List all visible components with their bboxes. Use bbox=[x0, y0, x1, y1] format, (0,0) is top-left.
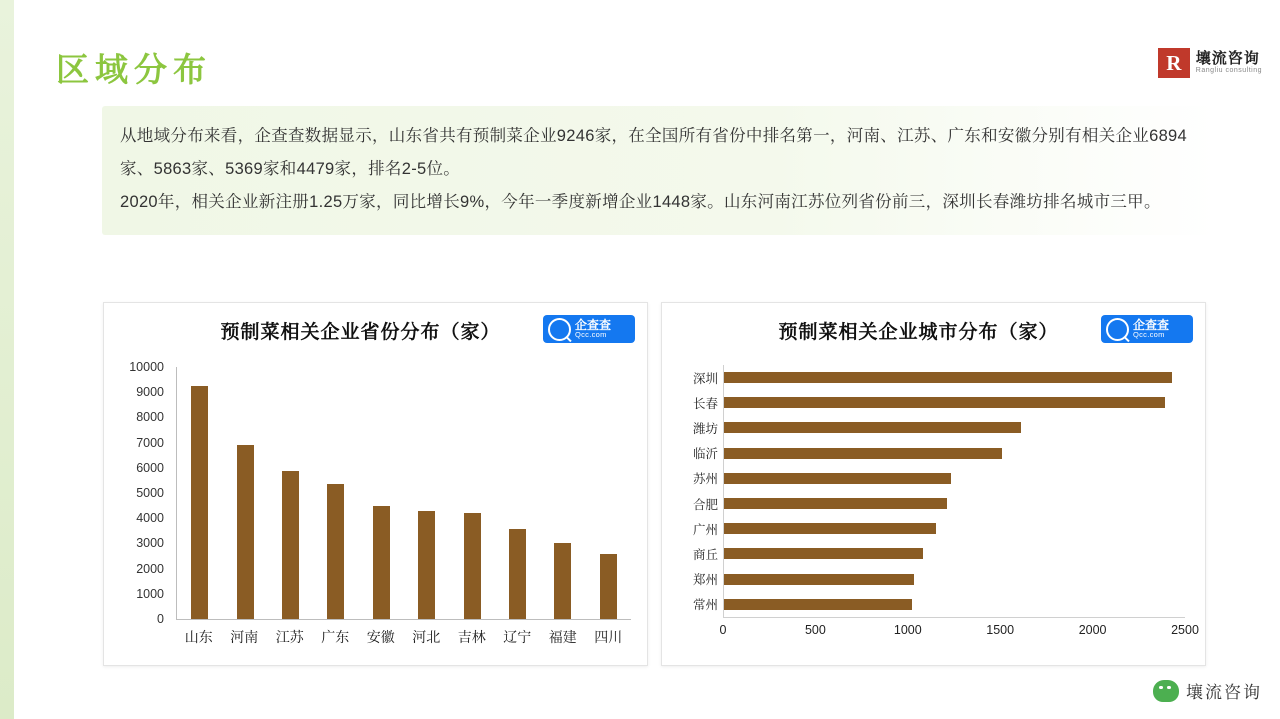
bar bbox=[237, 445, 254, 619]
province-bar-chart bbox=[104, 355, 647, 655]
y-tick-label: 1000 bbox=[136, 586, 164, 601]
y-tick-label: 6000 bbox=[136, 460, 164, 475]
watermark bbox=[1153, 678, 1262, 703]
province-y-axis-labels bbox=[104, 355, 170, 626]
qcc-badge-label-cn: 企查查 bbox=[1133, 317, 1170, 332]
city-chart-header bbox=[662, 303, 1205, 355]
bar bbox=[724, 422, 1021, 433]
wechat-icon bbox=[1153, 680, 1179, 702]
qcc-badge-label-en: Qcc.com bbox=[1133, 330, 1165, 340]
y-tick-label: 常州 bbox=[692, 598, 718, 613]
x-tick-label: 辽宁 bbox=[503, 629, 532, 645]
x-tick-label: 江苏 bbox=[275, 629, 304, 645]
y-tick-label: 合肥 bbox=[692, 497, 718, 512]
left-accent-edge bbox=[0, 0, 14, 719]
bar-column bbox=[497, 367, 539, 619]
bar-column bbox=[406, 367, 448, 619]
city-chart-title: 预制菜相关企业城市分布（家） bbox=[778, 322, 1059, 343]
x-tick-label: 1500 bbox=[986, 623, 1015, 637]
bar-row bbox=[724, 492, 1185, 515]
bar bbox=[724, 372, 1172, 383]
bar bbox=[724, 574, 914, 585]
bar bbox=[724, 448, 1002, 459]
x-tick-label: 福建 bbox=[548, 629, 577, 645]
province-plot-area bbox=[176, 367, 631, 620]
summary-panel bbox=[102, 106, 1217, 235]
qcc-logo-icon bbox=[548, 318, 571, 341]
province-chart-header bbox=[104, 303, 647, 355]
x-tick-label: 广东 bbox=[321, 629, 350, 645]
bar-row bbox=[724, 568, 1185, 591]
province-chart-title: 预制菜相关企业省份分布（家） bbox=[220, 322, 501, 343]
y-tick-label: 广州 bbox=[692, 522, 718, 537]
bar-column bbox=[179, 367, 221, 619]
logo-name-cn: 壤流咨询 bbox=[1195, 49, 1260, 67]
bar bbox=[724, 548, 923, 559]
x-tick-label: 1000 bbox=[893, 623, 922, 637]
x-tick-label: 2500 bbox=[1171, 623, 1199, 637]
city-bar-chart bbox=[662, 355, 1205, 655]
y-tick-label: 苏州 bbox=[692, 472, 718, 487]
logo-mark-icon: R bbox=[1158, 48, 1190, 78]
summary-paragraph-2: 2020年，相关企业新注册1.25万家，同比增长9%，今年一季度新增企业1448家。山东河南江苏位列省份前三，深圳长春潍坊排名城市三甲。 bbox=[120, 193, 1161, 211]
bar-column bbox=[224, 367, 266, 619]
bar-row bbox=[724, 517, 1185, 540]
y-tick-label: 0 bbox=[157, 612, 164, 626]
bar-row bbox=[724, 442, 1185, 465]
x-tick-label: 河北 bbox=[412, 629, 441, 645]
y-tick-label: 深圳 bbox=[692, 371, 718, 386]
bar bbox=[724, 599, 912, 610]
x-tick-label: 山东 bbox=[184, 629, 213, 645]
bar bbox=[724, 498, 947, 509]
y-tick-label: 2000 bbox=[136, 561, 164, 576]
x-tick-label: 0 bbox=[719, 623, 727, 637]
y-tick-label: 8000 bbox=[136, 410, 164, 425]
x-tick-label: 安徽 bbox=[366, 629, 395, 645]
x-tick-label: 2000 bbox=[1078, 623, 1107, 637]
province-x-axis-labels bbox=[176, 627, 631, 647]
bar-column bbox=[360, 367, 402, 619]
city-plot-area bbox=[723, 365, 1185, 617]
bar bbox=[724, 397, 1165, 408]
bar-column bbox=[270, 367, 312, 619]
qcc-badge-province bbox=[543, 315, 635, 343]
y-tick-label: 郑州 bbox=[692, 573, 718, 588]
bar-column bbox=[315, 367, 357, 619]
bar bbox=[191, 386, 208, 619]
y-tick-label: 长春 bbox=[692, 396, 718, 411]
x-tick-label: 河南 bbox=[230, 629, 259, 645]
bar-row bbox=[724, 366, 1185, 389]
qcc-badge-label-cn: 企查查 bbox=[575, 317, 612, 332]
y-tick-label: 3000 bbox=[136, 536, 164, 551]
bar bbox=[464, 513, 481, 619]
bar-row bbox=[724, 467, 1185, 490]
city-x-axis-line bbox=[723, 617, 1185, 618]
city-x-axis-labels bbox=[719, 623, 1199, 643]
bar-row bbox=[724, 417, 1185, 440]
watermark-label: 壤流咨询 bbox=[1186, 683, 1262, 702]
bar bbox=[554, 543, 571, 619]
y-tick-label: 潍坊 bbox=[692, 421, 718, 436]
bar-row bbox=[724, 391, 1185, 414]
province-chart-card bbox=[103, 302, 648, 666]
bar-column bbox=[587, 367, 629, 619]
y-tick-label: 9000 bbox=[136, 385, 164, 400]
bar-column bbox=[451, 367, 493, 619]
city-y-axis-labels bbox=[662, 365, 718, 617]
bar-column bbox=[542, 367, 584, 619]
summary-paragraph-1: 从地域分布来看，企查查数据显示，山东省共有预制菜企业9246家，在全国所有省份中排名第一，河南、江苏、广东和安徽分别有相关企业6894家、5863家、5369家和4479家，排名2-5位。 bbox=[120, 127, 1188, 178]
bar bbox=[724, 473, 951, 484]
x-tick-label: 四川 bbox=[594, 629, 623, 645]
y-tick-label: 商丘 bbox=[692, 547, 718, 562]
qcc-badge-label-en: Qcc.com bbox=[575, 330, 607, 340]
bar bbox=[373, 506, 390, 619]
x-tick-label: 500 bbox=[804, 623, 826, 637]
qcc-badge-city bbox=[1101, 315, 1193, 343]
y-tick-label: 7000 bbox=[136, 435, 164, 450]
y-tick-label: 临沂 bbox=[692, 447, 718, 462]
y-tick-label: 10000 bbox=[129, 360, 164, 374]
bar bbox=[600, 554, 617, 619]
bar-row bbox=[724, 593, 1185, 616]
y-tick-label: 4000 bbox=[136, 511, 164, 526]
qcc-logo-icon bbox=[1106, 318, 1129, 341]
bar bbox=[418, 511, 435, 619]
page-title: 区域分布 bbox=[56, 51, 212, 88]
bar bbox=[282, 471, 299, 619]
bar bbox=[327, 484, 344, 619]
brand-logo bbox=[1158, 48, 1262, 78]
x-tick-label: 吉林 bbox=[457, 629, 486, 645]
y-tick-label: 5000 bbox=[136, 486, 164, 500]
bar bbox=[509, 529, 526, 619]
bar bbox=[724, 523, 936, 534]
city-chart-card bbox=[661, 302, 1206, 666]
bar-row bbox=[724, 543, 1185, 566]
logo-name-en: Rangliu consulting bbox=[1195, 67, 1262, 75]
